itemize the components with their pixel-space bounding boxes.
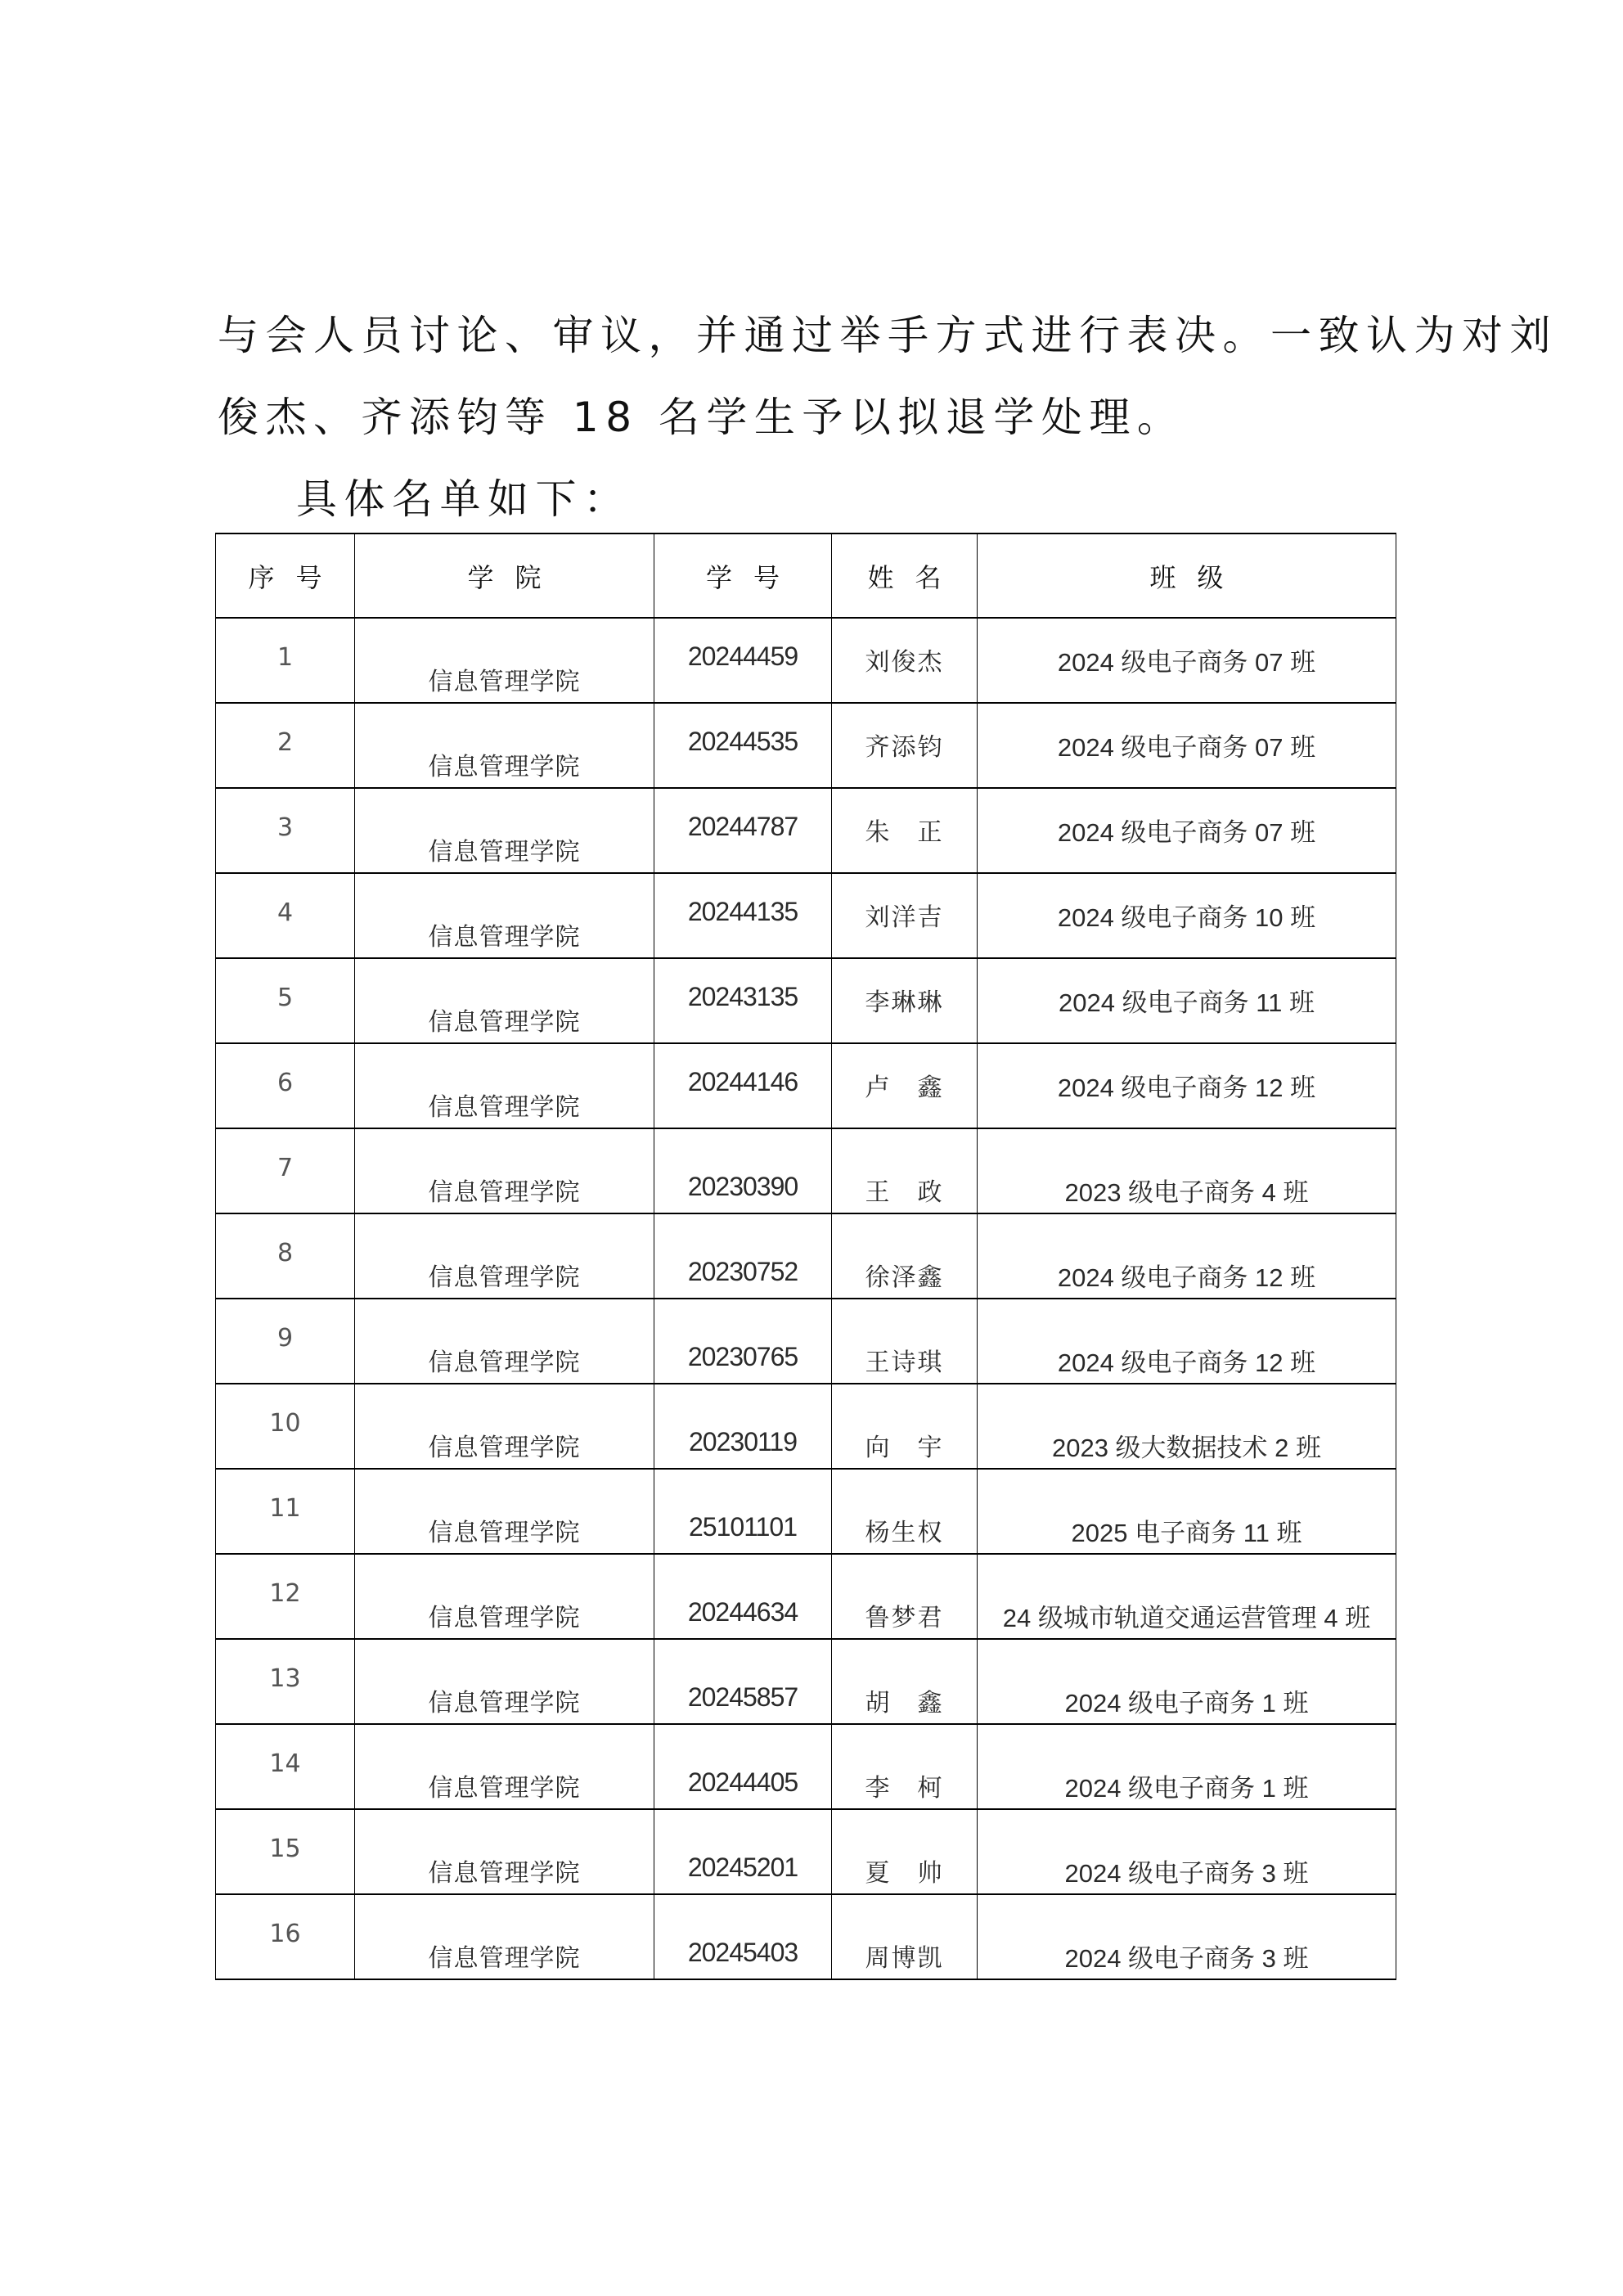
student-id-cell: [654, 1128, 832, 1213]
student-id-cell-text: 20230390: [687, 1172, 798, 1201]
class-cell-text: 2024 级电子商务 11 班: [1059, 988, 1315, 1017]
student-id-cell-text: 20244405: [687, 1767, 798, 1797]
class-cell: [978, 1639, 1396, 1724]
name-cell-text: 向 宇: [865, 1434, 944, 1462]
college-cell: [355, 958, 654, 1043]
class-cell-text: 2024 级电子商务 12 班: [1057, 1074, 1316, 1102]
seq-cell: [216, 958, 355, 1043]
seq-cell: [216, 1043, 355, 1128]
seq-cell: [216, 1128, 355, 1213]
class-cell: [978, 958, 1396, 1043]
header-college: 学院: [355, 533, 654, 618]
college-cell-text: 信息管理学院: [428, 923, 581, 952]
name-cell: [832, 1128, 978, 1213]
table-row: [216, 1724, 1396, 1809]
college-cell-text: 信息管理学院: [428, 1689, 581, 1717]
college-cell-text: 信息管理学院: [428, 1604, 581, 1632]
class-cell-text: 2024 级电子商务 1 班: [1064, 1774, 1309, 1803]
student-id-cell: [654, 788, 832, 873]
student-id-cell: [654, 1894, 832, 1979]
college-cell: [355, 703, 654, 788]
student-id-cell: [654, 958, 832, 1043]
college-cell-text: 信息管理学院: [428, 1008, 581, 1037]
table-row: [216, 1128, 1396, 1213]
student-id-cell-text: 20244787: [687, 812, 798, 841]
seq-cell-text: 7: [276, 1154, 294, 1182]
seq-cell-text: 5: [276, 984, 294, 1012]
name-cell-text: 刘洋吉: [865, 903, 944, 932]
college-cell-text: 信息管理学院: [428, 1774, 581, 1803]
college-cell-text: 信息管理学院: [428, 1859, 581, 1888]
class-cell: [978, 1469, 1396, 1554]
class-cell: [978, 1894, 1396, 1979]
student-id-cell-text: 20243135: [687, 982, 798, 1011]
student-id-cell-text: 20245857: [687, 1682, 798, 1712]
name-cell-text: 齐添钧: [865, 733, 944, 762]
seq-cell-text: 12: [269, 1579, 301, 1608]
seq-cell-text: 1: [276, 643, 294, 672]
name-cell: [832, 958, 978, 1043]
name-cell: [832, 1299, 978, 1384]
student-id-cell: [654, 1724, 832, 1809]
class-cell-text: 2024 级电子商务 3 班: [1064, 1859, 1309, 1888]
class-cell: [978, 1128, 1396, 1213]
college-cell-text: 信息管理学院: [428, 1263, 581, 1292]
name-cell-text: 胡 鑫: [865, 1689, 944, 1717]
name-cell-text: 周博凯: [865, 1944, 944, 1973]
name-cell-text: 夏 帅: [865, 1859, 944, 1888]
class-cell-text: 24 级城市轨道交通运营管理 4 班: [1002, 1604, 1371, 1632]
seq-cell-text: 13: [269, 1664, 301, 1693]
seq-cell-text: 9: [276, 1324, 294, 1353]
name-cell-text: 刘俊杰: [865, 648, 944, 677]
seq-cell: [216, 618, 355, 703]
name-cell-text: 王诗琪: [865, 1348, 944, 1377]
class-cell-text: 2024 级电子商务 10 班: [1057, 903, 1316, 932]
college-cell-text: 信息管理学院: [428, 838, 581, 867]
college-cell-text: 信息管理学院: [428, 1178, 581, 1207]
seq-cell: [216, 1469, 355, 1554]
name-cell: [832, 1724, 978, 1809]
student-id-cell-text: 20245201: [687, 1853, 798, 1882]
college-cell-text: 信息管理学院: [428, 1348, 581, 1377]
class-cell: [978, 1043, 1396, 1128]
student-id-cell-text: 20244535: [687, 727, 798, 756]
student-id-cell: [654, 1043, 832, 1128]
college-cell: [355, 1043, 654, 1128]
college-cell-text: 信息管理学院: [428, 1944, 581, 1973]
seq-cell: [216, 1724, 355, 1809]
college-cell: [355, 1384, 654, 1469]
student-id-cell: [654, 1384, 832, 1469]
student-id-cell: [654, 873, 832, 958]
college-cell: [355, 1213, 654, 1299]
seq-cell: [216, 1894, 355, 1979]
student-id-cell: [654, 703, 832, 788]
college-cell: [355, 1469, 654, 1554]
student-id-cell-text: 20230765: [687, 1342, 798, 1371]
student-id-cell: [654, 1809, 832, 1894]
header-seq: 序号: [216, 533, 355, 618]
college-cell: [355, 1554, 654, 1639]
class-cell-text: 2023 级大数据技术 2 班: [1051, 1434, 1322, 1462]
class-cell: [978, 873, 1396, 958]
name-cell: [832, 1043, 978, 1128]
name-cell-text: 李 柯: [865, 1774, 944, 1803]
college-cell: [355, 1128, 654, 1213]
college-cell-text: 信息管理学院: [428, 1519, 581, 1547]
class-cell: [978, 1724, 1396, 1809]
college-cell: [355, 1724, 654, 1809]
seq-cell-text: 10: [269, 1409, 301, 1438]
table-row: [216, 618, 1396, 703]
class-cell: [978, 1299, 1396, 1384]
class-cell-text: 2024 级电子商务 12 班: [1057, 1263, 1316, 1292]
name-cell-text: 徐泽鑫: [865, 1263, 944, 1292]
seq-cell: [216, 703, 355, 788]
name-cell: [832, 1469, 978, 1554]
seq-cell-text: 8: [276, 1239, 294, 1267]
table-row: [216, 1213, 1396, 1299]
seq-cell: [216, 1554, 355, 1639]
class-cell-text: 2024 级电子商务 07 班: [1057, 648, 1316, 677]
student-id-cell-text: 25101101: [689, 1512, 797, 1542]
seq-cell: [216, 1809, 355, 1894]
name-cell: [832, 1384, 978, 1469]
seq-cell-text: 3: [276, 813, 294, 842]
seq-cell: [216, 1639, 355, 1724]
table-row: [216, 703, 1396, 788]
seq-cell: [216, 1213, 355, 1299]
student-id-cell-text: 20244146: [687, 1067, 798, 1096]
table-row: [216, 1809, 1396, 1894]
seq-cell-text: 6: [276, 1069, 294, 1097]
name-cell-text: 王 政: [865, 1178, 944, 1207]
college-cell: [355, 1809, 654, 1894]
table-row: [216, 1384, 1396, 1469]
college-cell-text: 信息管理学院: [428, 668, 581, 696]
name-cell-text: 杨生权: [865, 1519, 944, 1547]
student-id-cell: [654, 1469, 832, 1554]
class-cell-text: 2024 级电子商务 1 班: [1064, 1689, 1309, 1717]
table-row: [216, 1894, 1396, 1979]
class-cell-text: 2024 级电子商务 3 班: [1064, 1944, 1309, 1973]
name-cell: [832, 1213, 978, 1299]
name-cell: [832, 703, 978, 788]
table-row: [216, 1043, 1396, 1128]
name-cell: [832, 1894, 978, 1979]
student-id-cell-text: 20230119: [689, 1427, 797, 1456]
seq-cell: [216, 873, 355, 958]
class-cell: [978, 1213, 1396, 1299]
seq-cell-text: 2: [276, 728, 294, 757]
college-cell: [355, 618, 654, 703]
student-id-cell: [654, 1299, 832, 1384]
student-id-cell: [654, 618, 832, 703]
college-cell-text: 信息管理学院: [428, 1093, 581, 1122]
seq-cell-text: 15: [269, 1835, 301, 1863]
class-cell: [978, 618, 1396, 703]
class-cell: [978, 1384, 1396, 1469]
paragraph-line-2: 俊杰、齐添钧等 18 名学生予以拟退学处理。: [218, 394, 1185, 441]
table-row: [216, 1639, 1396, 1724]
table-body: [216, 618, 1396, 1979]
table-row: [216, 1554, 1396, 1639]
name-cell: [832, 1809, 978, 1894]
college-cell: [355, 1299, 654, 1384]
list-intro: 具体名单如下：: [296, 475, 632, 523]
student-id-cell: [654, 1213, 832, 1299]
seq-cell-text: 16: [269, 1920, 301, 1948]
table-row: [216, 958, 1396, 1043]
class-cell: [978, 703, 1396, 788]
paragraph-line-1: 与会人员讨论、审议，并通过举手方式进行表决。一致认为对刘: [218, 312, 1558, 359]
college-cell: [355, 1639, 654, 1724]
table-row: [216, 873, 1396, 958]
class-cell-text: 2024 级电子商务 07 班: [1057, 733, 1316, 762]
class-cell: [978, 788, 1396, 873]
college-cell-text: 信息管理学院: [428, 753, 581, 781]
header-student-id: 学号: [654, 533, 832, 618]
class-cell-text: 2024 级电子商务 12 班: [1057, 1348, 1316, 1377]
name-cell: [832, 1554, 978, 1639]
name-cell-text: 朱 正: [865, 818, 944, 847]
student-id-cell-text: 20245403: [687, 1938, 798, 1967]
table-row: [216, 1299, 1396, 1384]
seq-cell: [216, 788, 355, 873]
name-cell: [832, 1639, 978, 1724]
table-header-row: [216, 533, 1396, 618]
class-cell-text: 2023 级电子商务 4 班: [1064, 1178, 1309, 1207]
class-cell: [978, 1554, 1396, 1639]
class-cell-text: 2025 电子商务 11 班: [1071, 1519, 1302, 1547]
table-row: [216, 788, 1396, 873]
name-cell: [832, 873, 978, 958]
seq-cell-text: 14: [269, 1749, 301, 1778]
college-cell: [355, 1894, 654, 1979]
header-name: 姓名: [832, 533, 978, 618]
name-cell-text: 李琳琳: [865, 988, 944, 1017]
college-cell: [355, 873, 654, 958]
header-class: 班级: [978, 533, 1396, 618]
student-id-cell-text: 20244459: [687, 642, 798, 671]
name-cell-text: 卢 鑫: [865, 1074, 944, 1102]
student-roster-table: [215, 533, 1396, 1980]
student-id-cell-text: 20230752: [687, 1257, 798, 1286]
name-cell-text: 鲁梦君: [865, 1604, 944, 1632]
college-cell-text: 信息管理学院: [428, 1434, 581, 1462]
seq-cell-text: 11: [269, 1494, 301, 1523]
student-id-cell-text: 20244135: [687, 897, 798, 926]
seq-cell: [216, 1384, 355, 1469]
name-cell: [832, 788, 978, 873]
name-cell: [832, 618, 978, 703]
student-id-cell-text: 20244634: [687, 1597, 798, 1627]
student-id-cell: [654, 1554, 832, 1639]
college-cell: [355, 788, 654, 873]
seq-cell-text: 4: [276, 898, 294, 927]
student-id-cell: [654, 1639, 832, 1724]
table-row: [216, 1469, 1396, 1554]
seq-cell: [216, 1299, 355, 1384]
class-cell: [978, 1809, 1396, 1894]
class-cell-text: 2024 级电子商务 07 班: [1057, 818, 1316, 847]
